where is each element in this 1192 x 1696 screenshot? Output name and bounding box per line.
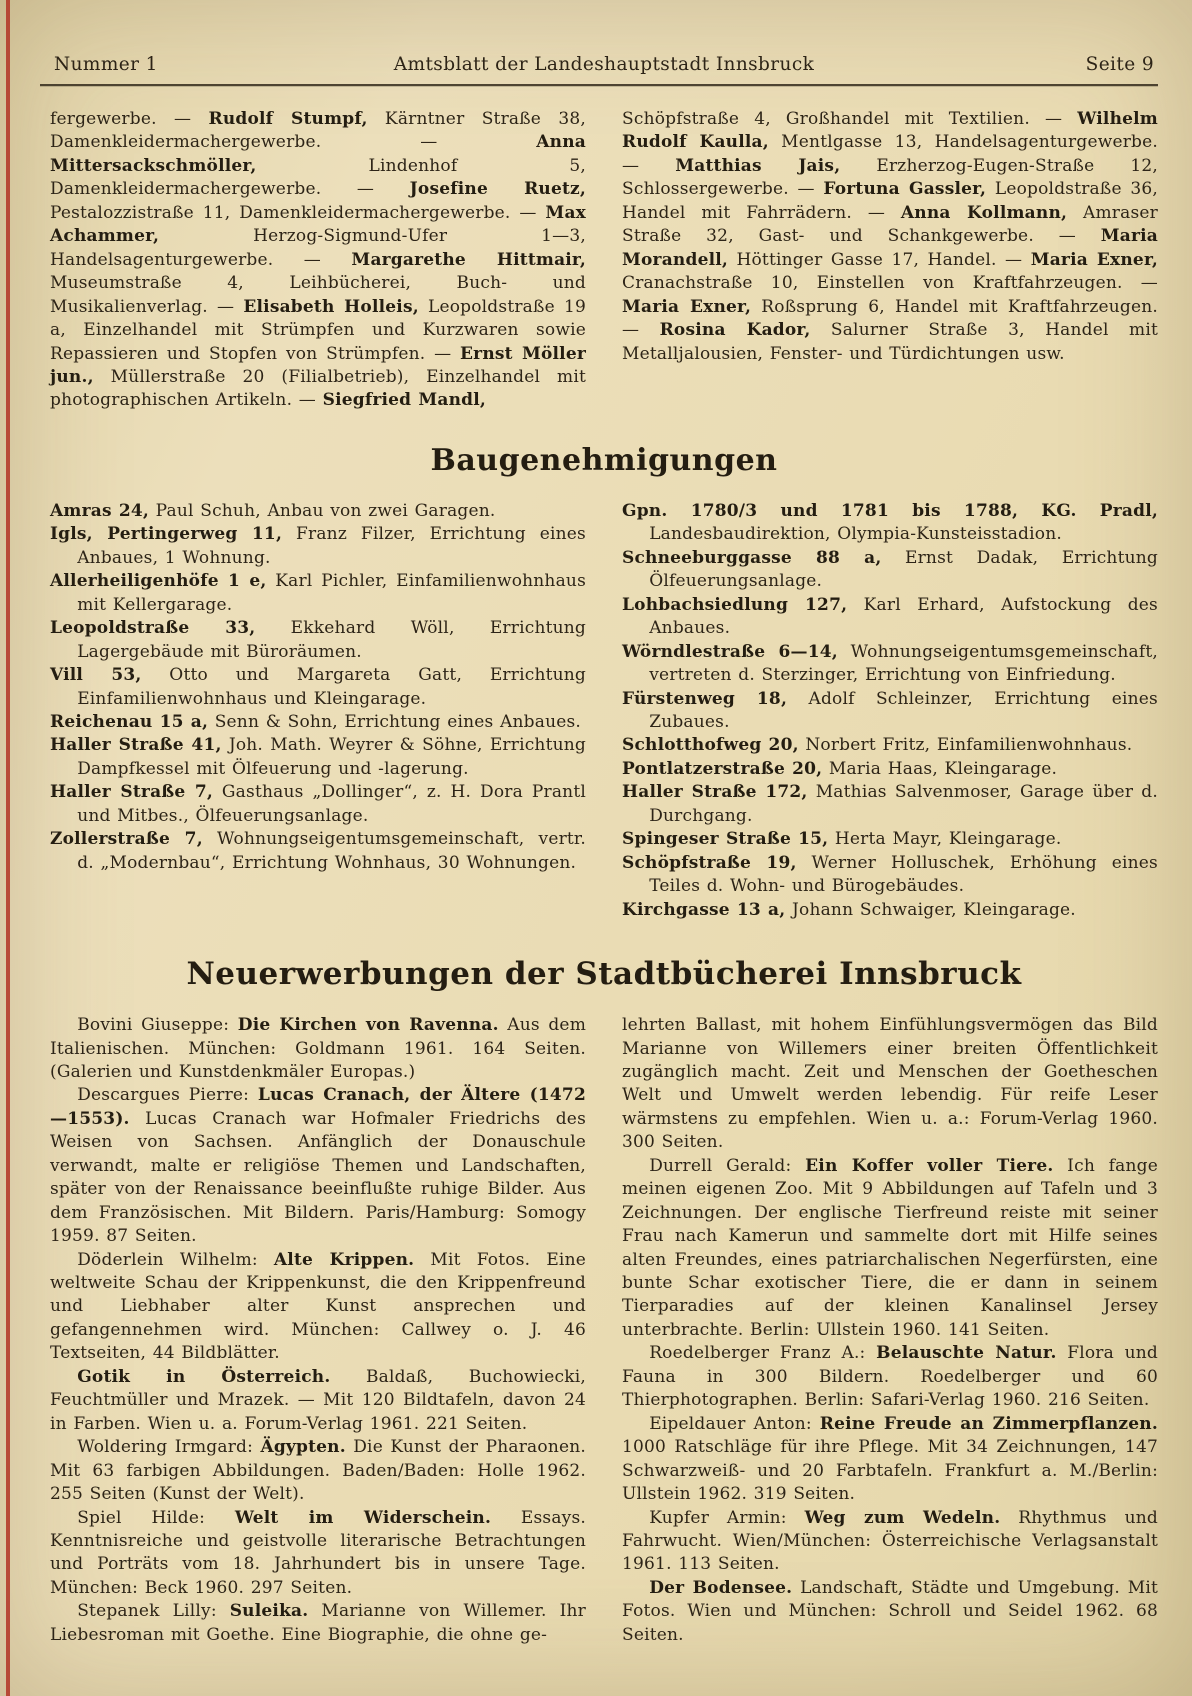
library-entry: Durrell Gerald: Ein Koffer voller Tiere. Ich fange meinen eigenen Zoo. Mit 9 Abbildungen auf Tafeln und 3 Zeichnungen. Der englische Tierfreund reiste mit seiner Frau nach Kamerun und sammelte dort mit Hilfe seines alten Freundes, eines patriarchalischen Negerfürsten, eine bunte Schar exotischer Tiere, die er dann in seinem Tierparadies auf der kleinen Kanalinsel Jersey unterbrachte. Berlin: Ullstein 1960. 141 Seiten. bbox=[622, 1155, 1158, 1340]
permit-entry: Zollerstraße 7, Wohnungseigentumsgemeinschaft, vertr. d. „Modernbau“, Errichtung Wohnhaus, 30 Wohnungen. bbox=[50, 829, 586, 873]
page-number: Seite 9 bbox=[1085, 54, 1154, 75]
business-register-section bbox=[50, 108, 1158, 413]
library-entry: lehrten Ballast, mit hohem Einfühlungsvermögen das Bild Marianne von Willemers einer breiten Öffentlichkeit zugänglich macht. Zeit und Menschen der Goetheschen Welt und Umwelt werden lebendig. Für reife Leser wärmstens zu empfehlen. Wien u. a.: Forum-Verlag 1960. 300 Seiten. bbox=[622, 1015, 1158, 1153]
permit-entry: Schöpfstraße 19, Werner Holluschek, Erhöhung eines Teiles d. Wohn- und Bürogebäudes. bbox=[622, 852, 1158, 897]
library-entry: Woldering Irmgard: Ägypten. Die Kunst der Pharaonen. Mit 63 farbigen Abbildungen. Baden/Baden: Holle 1962. 255 Seiten (Kunst der Welt). bbox=[50, 1437, 586, 1505]
permit-entry: Lohbachsiedlung 127, Karl Erhard, Aufstockung des Anbaues. bbox=[622, 594, 1158, 639]
permit-entry: Haller Straße 172, Mathias Salvenmoser, Garage über d. Durchgang. bbox=[622, 782, 1158, 826]
library-entry: Stepanek Lilly: Suleika. Marianne von Willemer. Ihr Liebesroman mit Goethe. Eine Biographie, die ohne ge- bbox=[50, 1601, 586, 1645]
library-entry: Der Bodensee. Landschaft, Städte und Umgebung. Mit Fotos. Wien und München: Schroll und Seidel 1962. 68 Seiten. bbox=[622, 1577, 1158, 1645]
permit-entry: Gpn. 1780/3 und 1781 bis 1788, KG. Pradl, Landesbaudirektion, Olympia-Kunsteisstadion. bbox=[622, 500, 1158, 545]
register-paragraph: Schöpfstraße 4, Großhandel mit Textilien. — Wilhelm Rudolf Kaulla, Mentlgasse 13, Handelsagenturgewerbe. — Matthias Jais, Erzherzog-Eugen-Straße 12, Schlossergewerbe. — Fortuna Gassler, Leopoldstraße 36, Handel mit Fahrrädern. — Anna Kollmann, Amraser Straße 32, Gast- und Schankgewerbe. — Maria Morandell, Höttinger Gasse 17, Handel. — Maria Exner, Cranachstraße 10, Einstellen von Kraftfahrzeugen. — Maria Exner, Roßsprung 6, Handel mit Kraftfahrzeugen. — Rosina Kador, Salurner Straße 3, Handel mit Metalljalousien, Fenster- und Türdichtungen usw. bbox=[622, 109, 1159, 364]
library-entry: Döderlein Wilhelm: Alte Krippen. Mit Fotos. Eine weltweite Schau der Krippenkunst, die den Krippenfreund und Liebhaber alter Kunst ansprechen und gefangennehmen wird. München: Callwey o. J. 46 Textseiten, 44 Bildblätter. bbox=[50, 1249, 586, 1364]
building-permits-left-column bbox=[50, 500, 586, 922]
register-paragraph: fergewerbe. — Rudolf Stumpf, Kärntner Straße 38, Damenkleidermachergewerbe. — Anna Mittersackschmöller, Lindenhof 5, Damenkleidermachergewerbe. — Josefine Ruetz, Pestalozzistraße 11, Damenkleidermachergewerbe. — Max Achammer, Herzog-Sigmund-Ufer 1—3, Handelsagenturgewerbe. — Margarethe Hittmair, Museumstraße 4, Leihbücherei, Buch- und Musikalienverlag. — Elisabeth Holleis, Leopoldstraße 19 a, Einzelhandel mit Strümpfen und Kurzwaren sowie Repassieren und Stopfen von Strümpfen. — Ernst Möller jun., Müllerstraße 20 (Filialbetrieb), Einzelhandel mit photographischen Artikeln. — Siegfried Mandl, bbox=[50, 109, 586, 411]
library-entry: Gotik in Österreich. Baldaß, Buchowiecki, Feuchtmüller und Mrazek. — Mit 120 Bildtafeln, davon 24 in Farben. Wien u. a. Forum-Verlag 1961. 221 Seiten. bbox=[50, 1366, 586, 1434]
library-heading: Neuerwerbungen der Stadtbücherei Innsbruck bbox=[186, 956, 1022, 993]
permit-entry: Schneeburggasse 88 a, Ernst Dadak, Errichtung Ölfeuerungsanlage. bbox=[622, 547, 1158, 592]
permit-entry: Pontlatzerstraße 20, Maria Haas, Kleingarage. bbox=[622, 758, 1058, 779]
permit-entry: Igls, Pertingerweg 11, Franz Filzer, Errichtung eines Anbaues, 1 Wohnung. bbox=[50, 524, 586, 568]
journal-title: Amtsblatt der Landeshauptstadt Innsbruck bbox=[393, 54, 815, 75]
permit-entry: Allerheiligenhöfe 1 e, Karl Pichler, Einfamilienwohnhaus mit Kellergarage. bbox=[50, 571, 586, 615]
permit-entry: Fürstenweg 18, Adolf Schleinzer, Errichtung eines Zubaues. bbox=[622, 688, 1158, 732]
header-rule bbox=[40, 84, 1158, 86]
library-section bbox=[50, 1014, 1158, 1647]
permit-entry: Haller Straße 7, Gasthaus „Dollinger“, z. H. Dora Prantl und Mitbes., Ölfeuerungsanlage. bbox=[50, 782, 586, 826]
permit-entry: Reichenau 15 a, Senn & Sohn, Errichtung eines Anbaues. bbox=[50, 711, 582, 732]
library-entry: Descargues Pierre: Lucas Cranach, der Ältere (1472—1553). Lucas Cranach war Hofmaler Friedrichs des Weisen von Sachsen. Anfänglich der Donauschule verwandt, malte er religiöse Themen und Landschaften, später von der Renaissance beeinflußte ruhige Bilder. Aus dem Französischen. Mit Bildern. Paris/Hamburg: Somogy 1959. 87 Seiten. bbox=[50, 1085, 586, 1247]
library-entry: Spiel Hilde: Welt im Widerschein. Essays. Kenntnisreiche und geistvolle literarische Betrachtungen und Porträts vom 18. Jahrhundert bis in unsere Tage. München: Beck 1960. 297 Seiten. bbox=[50, 1507, 587, 1598]
library-entry: Bovini Giuseppe: Die Kirchen von Ravenna. Aus dem Italienischen. München: Goldmann 1961. 164 Seiten. (Galerien und Kunstdenkmäler Europas.) bbox=[50, 1015, 587, 1082]
building-permits-heading: Baugenehmigungen bbox=[430, 442, 778, 478]
library-left-column bbox=[50, 1014, 586, 1647]
library-entry: Eipeldauer Anton: Reine Freude an Zimmerpflanzen. 1000 Ratschläge für ihre Pflege. Mit 34 Zeichnungen, 147 Schwarzweiß- und 20 Farbtafeln. Frankfurt a. M./Berlin: Ullstein 1962. 319 Seiten. bbox=[622, 1413, 1158, 1505]
building-permits-right-column bbox=[622, 500, 1158, 922]
permit-entry: Leopoldstraße 33, Ekkehard Wöll, Errichtung Lagergebäude mit Büroräumen. bbox=[50, 618, 587, 662]
permit-entry: Kirchgasse 13 a, Johann Schwaiger, Kleingarage. bbox=[622, 899, 1076, 920]
permit-entry: Spingeser Straße 15, Herta Mayr, Kleingarage. bbox=[622, 829, 1062, 850]
library-entry: Roedelberger Franz A.: Belauschte Natur. Flora und Fauna in 300 Bildern. Roedelberger und 60 Thierphotographen. Berlin: Safari-Verlag 1960. 216 Seiten. bbox=[622, 1343, 1158, 1411]
permit-entry: Amras 24, Paul Schuh, Anbau von zwei Garagen. bbox=[50, 500, 496, 521]
page-header bbox=[50, 54, 1158, 75]
library-right-column bbox=[622, 1014, 1158, 1647]
business-register-right-column bbox=[622, 108, 1158, 413]
library-entry: Kupfer Armin: Weg zum Wedeln. Rhythmus und Fahrwucht. Wien/München: Österreichische Verlagsanstalt 1961. 113 Seiten. bbox=[622, 1507, 1158, 1575]
issue-number: Nummer 1 bbox=[54, 54, 158, 75]
permit-entry: Schlotthofweg 20, Norbert Fritz, Einfamilienwohnhaus. bbox=[622, 735, 1133, 756]
permit-entry: Wörndlestraße 6—14, Wohnungseigentumsgemeinschaft, vertreten d. Sterzinger, Errichtung von Einfriedung. bbox=[622, 641, 1158, 686]
permit-entry: Haller Straße 41, Joh. Math. Weyrer & Söhne, Errichtung Dampfkessel mit Ölfeuerung und -lagerung. bbox=[50, 735, 586, 779]
permit-entry: Vill 53, Otto und Margareta Gatt, Errichtung Einfamilienwohnhaus und Kleingarage. bbox=[50, 665, 587, 709]
business-register-left-column bbox=[50, 108, 586, 413]
building-permits-section bbox=[50, 500, 1158, 922]
